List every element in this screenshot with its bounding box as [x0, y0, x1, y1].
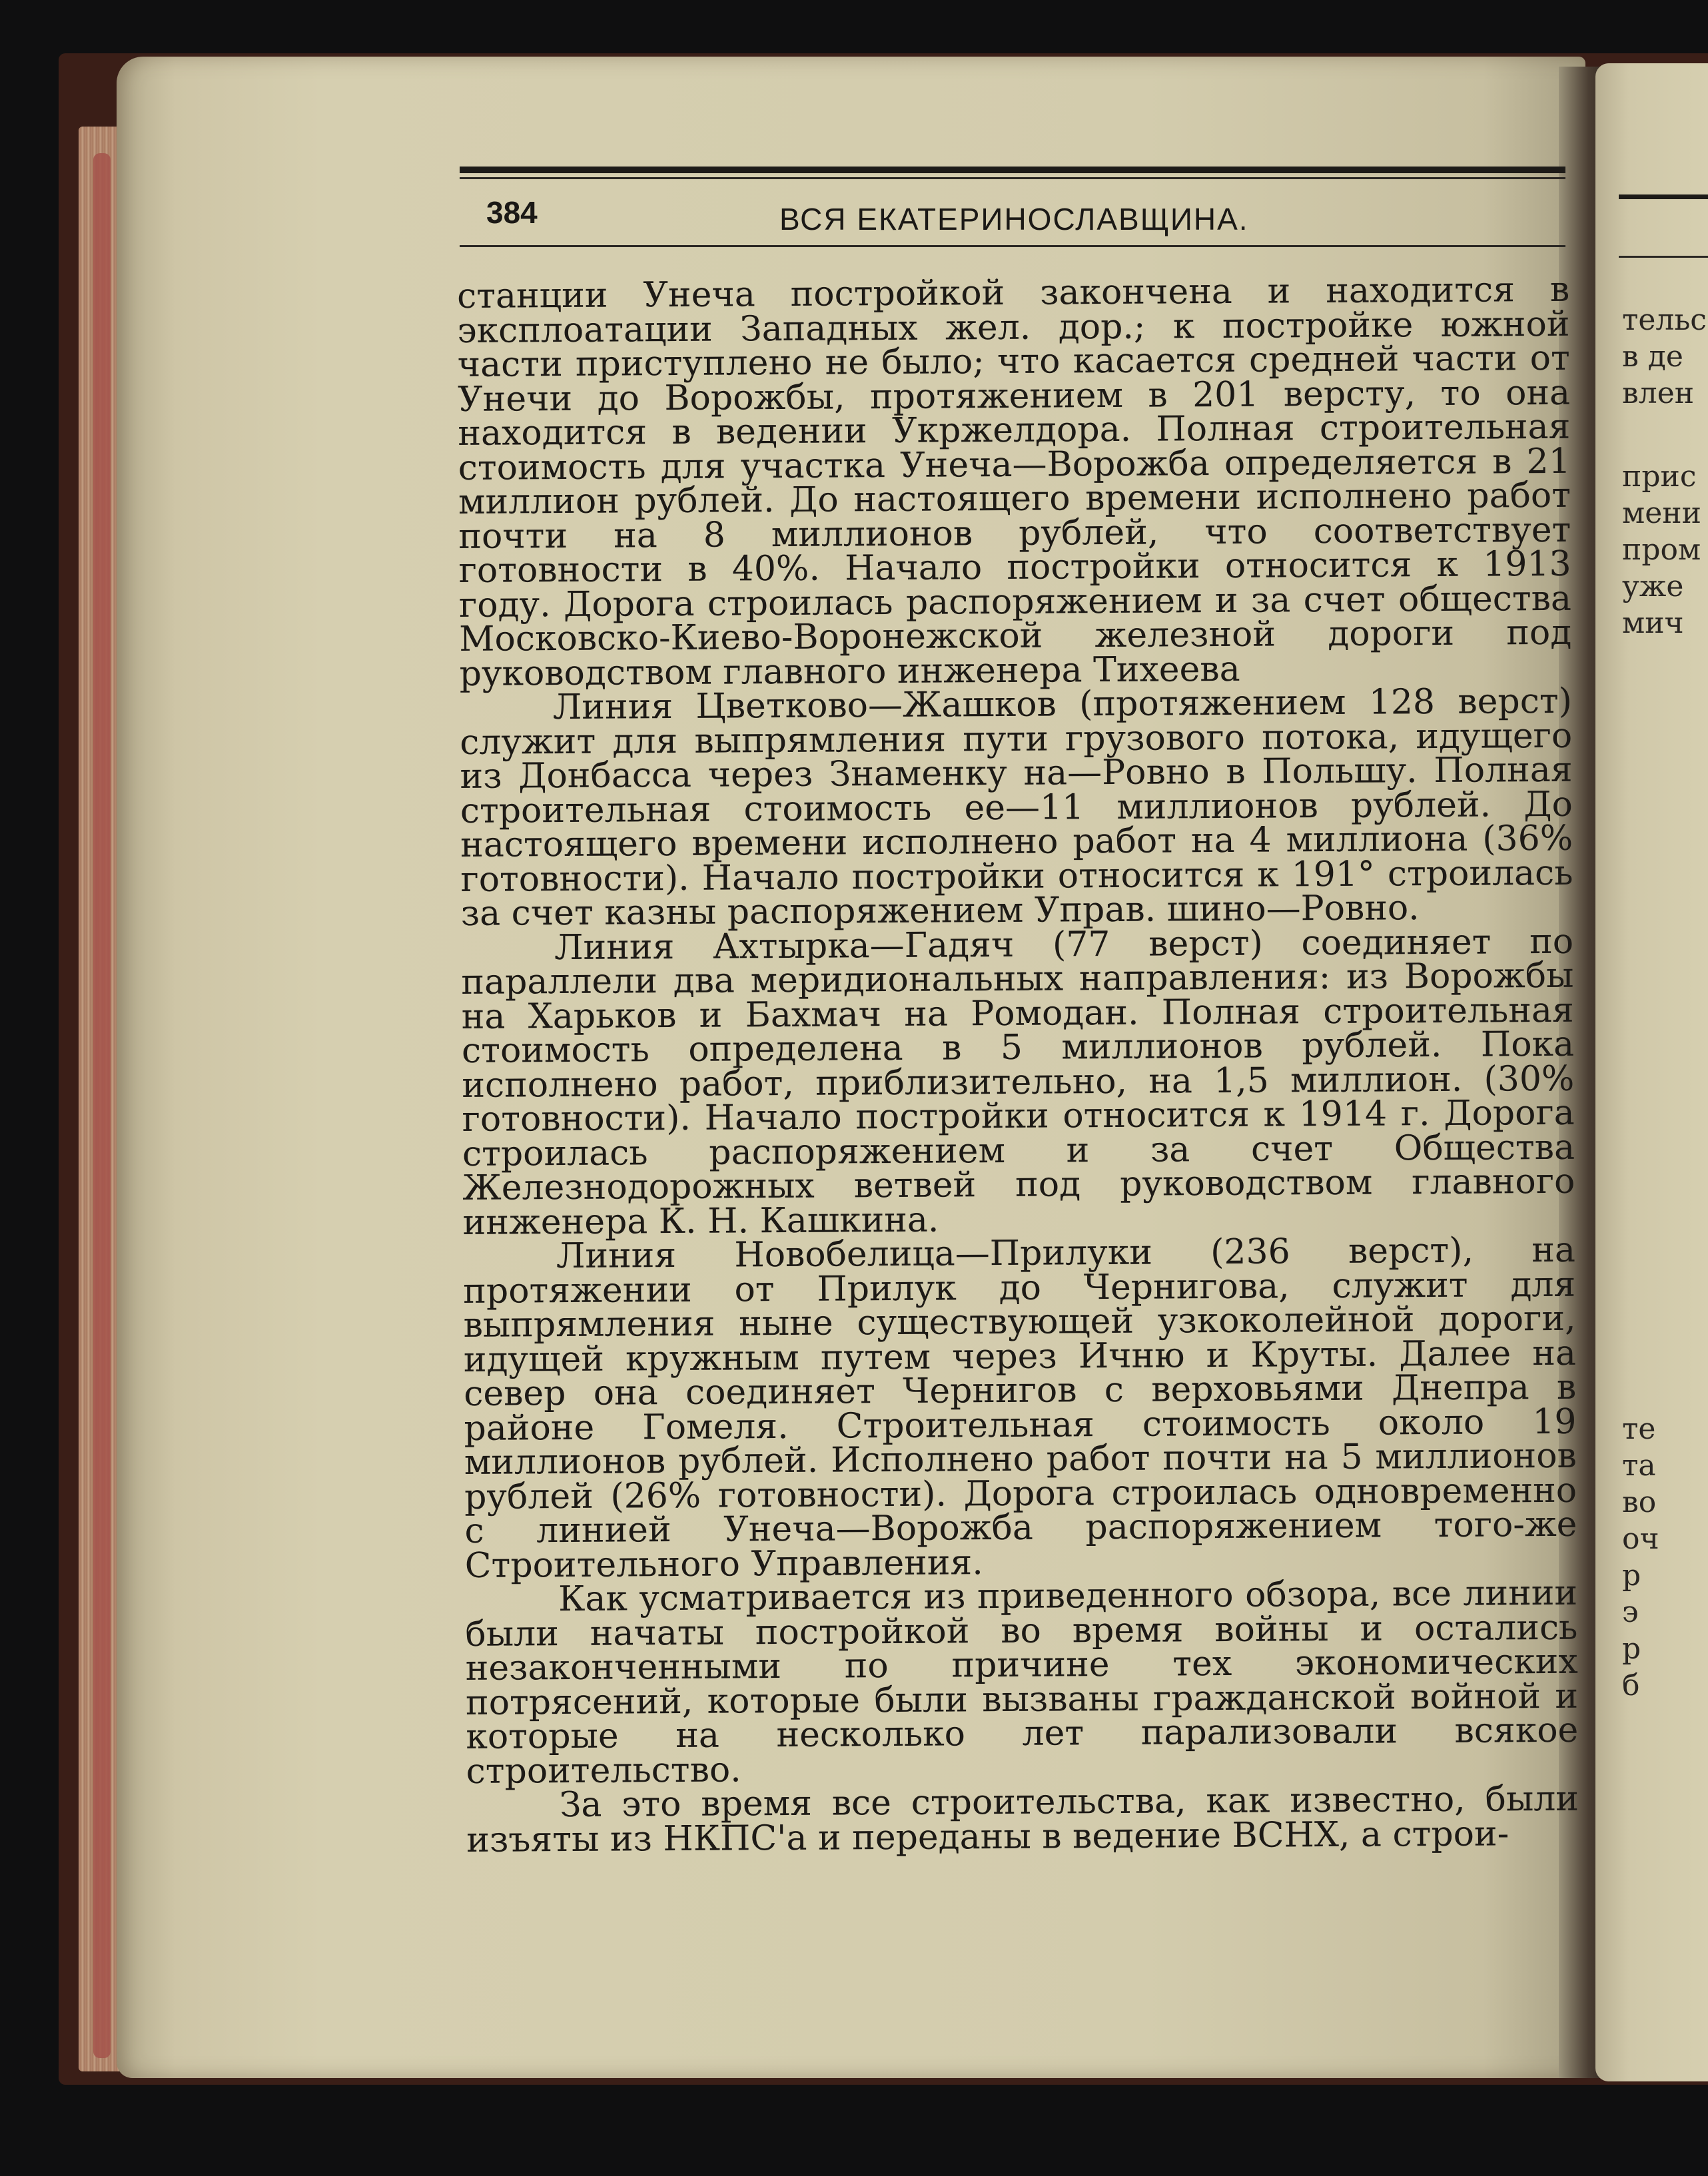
right-fragment: уже — [1622, 569, 1684, 603]
main-text — [456, 269, 1579, 1860]
right-fragment: тельс — [1622, 303, 1707, 337]
book-edge-red — [93, 153, 111, 2058]
paragraph-2: Линия Цветково—Жашков (протяжением 128 верст) служит для выпрямления пути грузового потока, идущего из Донбасса через Знаменку на—Ровно в Польшу. Полная строительная стоимость ее—11 миллионов рублей. До настоящего времени исполнено работ на 4 миллиона (36% готовности). Начало постройки относится к 191° строилась за счет казны распоряжением Управ. шино—Ровно. — [460, 681, 1573, 934]
page-header — [460, 194, 1565, 248]
right-fragment: р — [1622, 1632, 1641, 1666]
right-header-rule-thin — [1619, 256, 1708, 258]
paragraph-1: станции Унеча постройкой закончена и находится в эксплоатации Западных жел. дор.; к постройке южной части приступлено не было; что касается средней части от Унечи до Ворожбы, протяжением в 201 версту, то она находится в ведении Укржелдора. Полная строительная стоимость для участка Унеча—Ворожба определяется в 21 миллион рублей. До настоящего времени исполнено работ почти на 8 миллионов рублей, что соответствует готовности в 40%. Начало постройки относится к 1913 году. Дорога строилась распоряжением и за счет общества Московско-Киево-Воронежской железной дороги под руководством главного инженера Тихеева — [456, 269, 1572, 694]
paragraph-6: За это время все строительства, как известно, были изъяты из НКПС'а и переданы в ведение ВСНХ, а строи- — [466, 1778, 1579, 1860]
paragraph-4: Линия Новобелица—Прилуки (236 верст), на протяжении от Прилук до Чернигова, служит для выпрямления ныне существующей узкоколейной дороги, идущей кружным путем через Ичню и Круты. Далее на север она соединяет Чернигов с верховьями Днепра в районе Гомеля. Строительная стоимость около 19 миллионов рублей. Исполнено работ почти на 5 миллионов рублей (26% готовности). Дорога строилась одновременно с линией Унеча—Ворожба распоряжением того-же Строительного Управления. — [463, 1230, 1577, 1586]
page-number: 384 — [486, 195, 538, 230]
right-fragment: прис — [1622, 460, 1697, 494]
header-rule-top — [460, 167, 1565, 173]
right-fragment: мич — [1622, 606, 1684, 640]
right-fragment: в де — [1622, 340, 1683, 374]
right-header-rule — [1619, 194, 1708, 199]
paragraph-3: Линия Ахтырка—Гадяч (77 верст) соединяет по параллели два меридиональных направления: из Ворожбы на Харьков и Бахмач на Ромодан. Полная строительная стоимость определена в 5 миллионов рублей. Пока исполнено работ, приблизительно, на 1,5 миллион. (30% готовности). Начало постройки относится к 1914 г. Дорога строилась распоряжением и за счет Общества Железнодорожных ветвей под руководством главного инженера К. Н. Кашкина. — [461, 921, 1575, 1243]
right-fragment: та — [1622, 1449, 1656, 1483]
right-fragment: оч — [1622, 1522, 1659, 1556]
right-fragment: б — [1622, 1668, 1640, 1702]
right-fragment: во — [1622, 1485, 1657, 1519]
right-fragment: р — [1622, 1559, 1641, 1593]
right-fragment: те — [1622, 1412, 1656, 1446]
right-fragment: влен — [1622, 376, 1695, 410]
right-fragment: мени — [1622, 496, 1701, 530]
right-fragment: пром — [1622, 533, 1701, 567]
header-rule-top-thin — [460, 177, 1565, 179]
running-title: ВСЯ ЕКАТЕРИНОСЛАВЩИНА. — [779, 202, 1249, 236]
paragraph-5: Как усматривается из приведенного обзора, все линии были начаты постройкой во время войны и остались незаконченными по причине тех экономических потрясений, которые были вызваны гражданской войной и которые на несколько лет парализовали всякое строительство. — [465, 1573, 1579, 1792]
right-fragment: э — [1622, 1595, 1639, 1629]
